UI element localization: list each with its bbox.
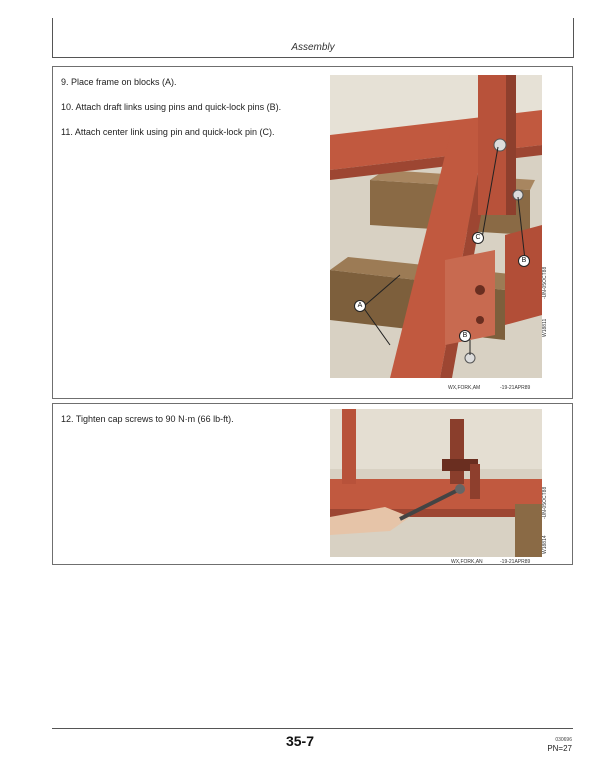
instruction-panel-2 [52,403,573,565]
callout-a: A [354,300,366,312]
step-9: 9. Place frame on blocks (A). [61,77,177,87]
footer-code: 030696 [555,737,572,743]
photo-caption-left-1: WX,FORK,AM [448,385,481,391]
footer-pn: PN=27 [547,744,572,753]
section-title: Assembly [291,42,335,53]
photo-code-w18814: W18814 [542,535,548,554]
tighten-photo-illustration [330,409,542,557]
photo-code-date-2: -UN-05OCT88 [542,486,548,519]
callout-b-lower: B [459,330,471,342]
step-10: 10. Attach draft links using pins and quick-lock pins (B). [61,102,282,112]
page-number: 35-7 [285,733,315,749]
footer-divider [52,728,573,729]
photo-code-date-1: -UN-05OCT88 [542,266,548,299]
frame-on-blocks-photo [330,75,542,378]
callout-c: C [472,232,484,244]
frame-photo-illustration [330,75,542,378]
photo-caption-left-2: WX,FORK,AN [451,559,483,565]
tighten-screws-photo [330,409,542,557]
photo-code-w18811: W18811 [542,318,548,337]
instruction-panel-1 [52,66,573,399]
photo-caption-right-1: -19-21APR89 [500,385,531,391]
step-12: 12. Tighten cap screws to 90 N·m (66 lb-ft). [61,414,234,424]
photo-caption-right-2: -19-21APR89 [500,559,531,565]
step-11: 11. Attach center link using pin and quick-lock pin (C). [61,127,275,137]
header-divider [52,57,574,58]
callout-b-upper: B [518,255,530,267]
